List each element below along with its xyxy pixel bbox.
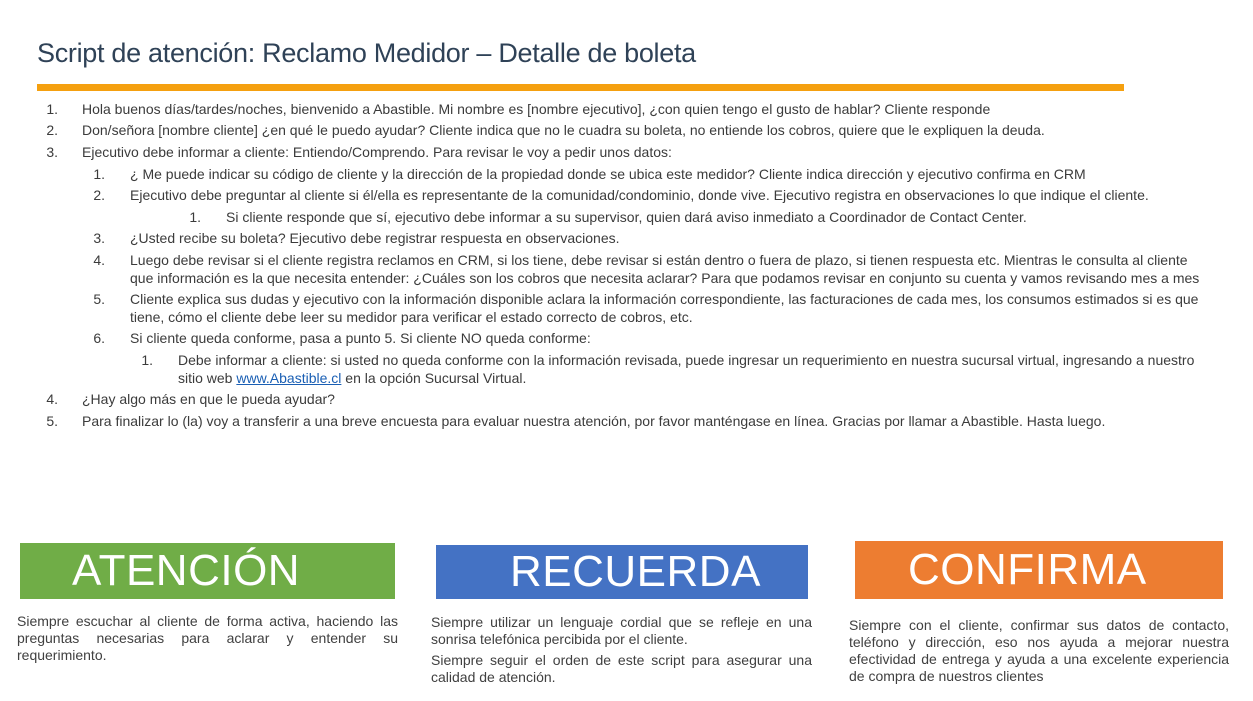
item-text: tiene, cómo el cliente debe leer su medidor para verificar el estado correcto de cobros, etc. bbox=[130, 309, 693, 325]
item-number: 1. bbox=[141, 352, 153, 368]
page-title: Script de atención: Reclamo Medidor – Detalle de boleta bbox=[37, 38, 696, 68]
item-number: 4. bbox=[93, 252, 105, 268]
recuerda-heading: RECUERDA bbox=[510, 547, 761, 596]
recuerda-card-header bbox=[436, 545, 808, 599]
item-text: Si cliente responde que sí, ejecutivo debe informar a su supervisor, quien dará aviso inmediato a Coordinador de Contact Center. bbox=[226, 209, 1027, 225]
confirma-card-header bbox=[855, 541, 1223, 599]
item-number: 3. bbox=[93, 230, 105, 246]
item-number: 5. bbox=[46, 413, 58, 429]
atencion-card-header bbox=[20, 543, 395, 599]
item-text: Debe informar a cliente: si usted no queda conforme con la información revisada, puede ingresar un requerimiento en nuestra sucursal virtual, ingresando a nuestro bbox=[178, 352, 1195, 368]
item-number: 2. bbox=[46, 122, 58, 138]
text-prefix: sitio web bbox=[178, 370, 237, 386]
title-underline bbox=[37, 84, 1124, 91]
item-text: Cliente explica sus dudas y ejecutivo con la información disponible aclara la información correspondiente, las facturaciones de cada mes, los consumos estimados si es que bbox=[130, 291, 1199, 307]
atencion-heading: ATENCIÓN bbox=[72, 546, 301, 595]
item-text: ¿Hay algo más en que le pueda ayudar? bbox=[82, 391, 335, 407]
item-text: Luego debe revisar si el cliente registra reclamos en CRM, si los tiene, debe revisar si están dentro o fuera de plazo, si tienen respuesta etc. Mientras le consulta al cliente bbox=[130, 252, 1188, 268]
item-number: 4. bbox=[46, 391, 58, 407]
item-text: Para finalizar lo (la) voy a transferir a una breve encuesta para evaluar nuestra atención, por favor manténgase en línea. Gracias por llamar a Abastible. Hasta luego. bbox=[82, 413, 1106, 429]
item-text: Ejecutivo debe preguntar al cliente si él/ella es representante de la comunidad/condominio, donde vive. Ejecutivo registra en observaciones lo que indique el cliente. bbox=[130, 187, 1149, 203]
item-text: ¿Usted recibe su boleta? Ejecutivo debe registrar respuesta en observaciones. bbox=[130, 230, 620, 246]
item-text: Si cliente queda conforme, pasa a punto 5. Si cliente NO queda conforme: bbox=[130, 330, 591, 346]
item-number: 5. bbox=[93, 291, 105, 307]
atencion-card-text bbox=[17, 613, 398, 668]
item-text: Hola buenos días/tardes/noches, bienvenido a Abastible. Mi nombre es [nombre ejecutivo], ¿con quien tengo el gusto de hablar? Cliente responde bbox=[82, 101, 991, 117]
confirma-paragraph: Siempre con el cliente, confirmar sus datos de contacto, teléfono y dirección, eso nos ayuda a mejorar nuestra efectividad de entrega y ayuda a una excelente experiencia de compra de nuestros clientes bbox=[849, 617, 1229, 684]
item-text bbox=[178, 369, 526, 387]
confirma-card-text bbox=[849, 617, 1229, 689]
recuerda-card-text bbox=[431, 614, 812, 690]
item-text: que información es la que necesita entender: ¿Cuáles son los cobros que necesita aclarar? Para que podamos revisar en conjunto su cuenta y vamos revisando mes a mes bbox=[130, 270, 1200, 286]
item-number: 2. bbox=[93, 187, 105, 203]
recuerda-paragraph-2: Siempre seguir el orden de este script para asegurar una calidad de atención. bbox=[431, 652, 812, 685]
item-text: Don/señora [nombre cliente] ¿en qué le puedo ayudar? Cliente indica que no le cuadra su boleta, no entiende los cobros, quiere que le expliquen la deuda. bbox=[82, 122, 1045, 138]
item-number: 1. bbox=[189, 209, 201, 225]
item-number: 1. bbox=[93, 166, 105, 182]
atencion-paragraph: Siempre escuchar al cliente de forma activa, haciendo las preguntas necesarias para aclarar y entender su requerimiento. bbox=[17, 613, 398, 663]
recuerda-paragraph-1: Siempre utilizar un lenguaje cordial que se refleje en una sonrisa telefónica percibida por el cliente. bbox=[431, 614, 812, 647]
item-number: 6. bbox=[93, 330, 105, 346]
text-suffix: en la opción Sucursal Virtual. bbox=[341, 370, 527, 386]
item-text: Ejecutivo debe informar a cliente: Entiendo/Comprendo. Para revisar le voy a pedir unos datos: bbox=[82, 144, 672, 160]
item-text: ¿ Me puede indicar su código de cliente y la dirección de la propiedad donde se ubica este medidor? Cliente indica dirección y ejecutivo confirma en CRM bbox=[130, 166, 1086, 182]
confirma-heading: CONFIRMA bbox=[908, 545, 1147, 594]
item-number: 1. bbox=[46, 101, 58, 117]
item-number: 3. bbox=[46, 144, 58, 160]
abastible-link[interactable]: www.Abastible.cl bbox=[236, 370, 342, 386]
